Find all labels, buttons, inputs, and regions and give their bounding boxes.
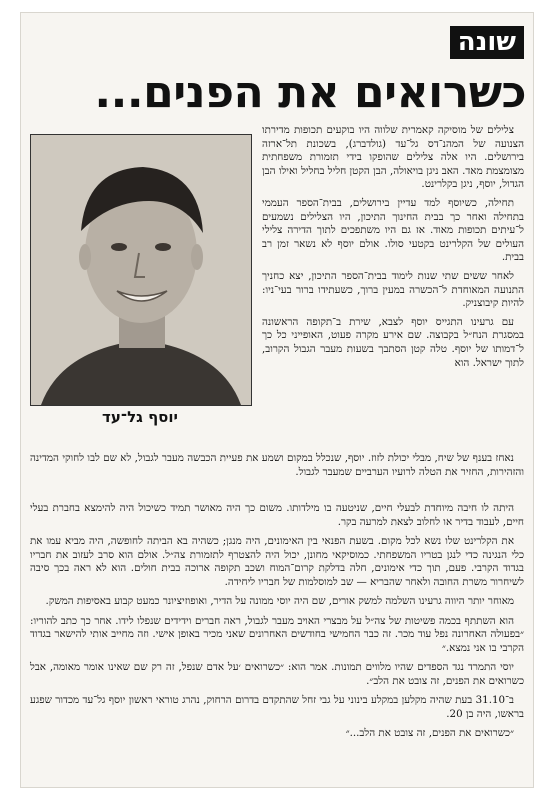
body-paragraph: מאוחר יותר היווה גרעינו השלמה למשק אורים, שם היה יוסי ממונה על הדיר, ואופוזיציונר כמעט קבוע באסיפות המשק. — [45, 595, 514, 607]
article-body — [30, 452, 524, 485]
portrait-image — [31, 135, 251, 405]
body-paragraph: היתה לו חיבה מיוחדת לבעלי חיים, שניטעה בו מילדותו. משום כך היה מאושר תמיד כשיכול היה להימצא בחברת בעלי חיים, לעבוד בדיר או לחלוב לצאת למרעה בקר. — [30, 502, 524, 528]
portrait-photo — [30, 134, 252, 406]
body-paragraph: יוסי התמרד נגד הספדים שהיו מלווים תמונות. אמר הוא: ״כשרואים ׳על אדם שנפל, זה רק שם שאינו אומר מאומה, אבל כשרואים את הפנים, זה צובט את הלב״. — [30, 661, 524, 687]
column-paragraph: לאחר ששים שתי שנות לימוד בבית־הספר התיכון, יצא כחניך התנועה המאוחדת ל־הכשרה במעין ברוך, כשעתידו ברור בעי־ניו: להיות קיבוצניק. — [262, 269, 524, 310]
body-paragraph: את הקלרינט שלו נשא לכל מקום. בשעת הפנאי בין האימונים, היה מנגן; כשהיה בא הביתה לחופשה, היה מביא עמו את כלי הנגינה כדי לנגן בטריו המשפחתי. כמוסיקאי מחונן, יכול היה להצטרף לתזמורת צה״ל. אולם הוא סרב לעזוב את חבריו בגדוד הקרבי. פעם, תוך כדי אימונים, חלה בדלקת קרום־המוח ושכב תקופה ארוכה בבית חולים. הוא לא ראה בכך סיבה לשיחרור משרת החובה ולאחר שהבריא — שב למוסלמות של חבריו ליחידה. — [30, 535, 524, 588]
body-paragraph: נאחז בענף של שיח, מבלי יכולת לזוז. יוסף, שנכלל במקום ושמע את פעיית הכבשה מעבר לגבול, לא שם לבו לחוקי המדינה והזהירות, החזיר את הטלה לרועיו הערביים שמעבר לגבול. — [30, 452, 524, 478]
article-body-continued — [30, 502, 524, 747]
photo-caption: יוסף גל־עד — [102, 408, 178, 426]
newspaper-clipping — [20, 12, 534, 788]
body-paragraph: ״כשרואים את הפנים, זה צובט את הלב...״ — [345, 727, 514, 739]
column-paragraph: עם גרעינו התגייס יוסף לצבא, שירת ב־תקופה הראשונה במסגרת הנח״ל בקבוצה. שם אירע מקרה פעוט, האופייני כל כך ל־דמותו של יוסף. טלה קטן הסתבך בשעות מעבר הגבול הקרוב, לתוך ישראל. הוא — [262, 315, 524, 369]
headline: כשרואים את הפנים... — [94, 70, 526, 117]
body-paragraph: הוא השתתף בכמה פשיטות של צה״ל על מבצרי האויב מעבר לגבול, ראה חברים וידידים שנפלו לידו. אחר כך כתב להוריו: ״בפעולה האחרונה נפל עוד מכר. זה כבר החמישי בחודשים האחרונים שאני מכיר באופן אישי. וזה מחייב אותי להישאר בגדוד הקרבי בו אני נמצא.״ — [30, 614, 524, 654]
column-paragraph: תחילה, כשיוסף למד עדיין בירושלים, בבית־הספר העממי בתחילה ואחר כך בבית החינוך התיכון, היו הצלילים נשמעים ל־עיתים תכופות מאוד. אז גם היו משתפכים לתוך הדירה צלילי העולים של הקלרינט בקטעי סולו. אולם יוסף לא נשאר זמן רב בבית. — [262, 196, 524, 264]
section-tag: שונה — [450, 26, 524, 59]
article-column — [262, 124, 524, 464]
body-paragraph: ב־31.10 בעת שהיה מקלען במקלע בינוני על גבי זחל שהתקדם בדרום הרחוק, נהרג טוראי ראשון יוסף גל־עד מכדור שפגע בראשו, היה בן 20. — [30, 694, 524, 720]
column-paragraph: צלילים של מוסיקה קאמרית שלווה היו בוקעים תכופות מדירתו הצנועה של המהנ־דס גל־עד (גולדברג), בשכונת תל־ארזה בירושלים. היו אלה צלילים שהופקו בידי תזמורת משפחתית מצומצמת מאד. האב ניגן בויאולה, הבן הקטן חליל בחליל ואילו הבן הגדול, יוסף, ניגן בקלרינט. — [262, 124, 524, 191]
